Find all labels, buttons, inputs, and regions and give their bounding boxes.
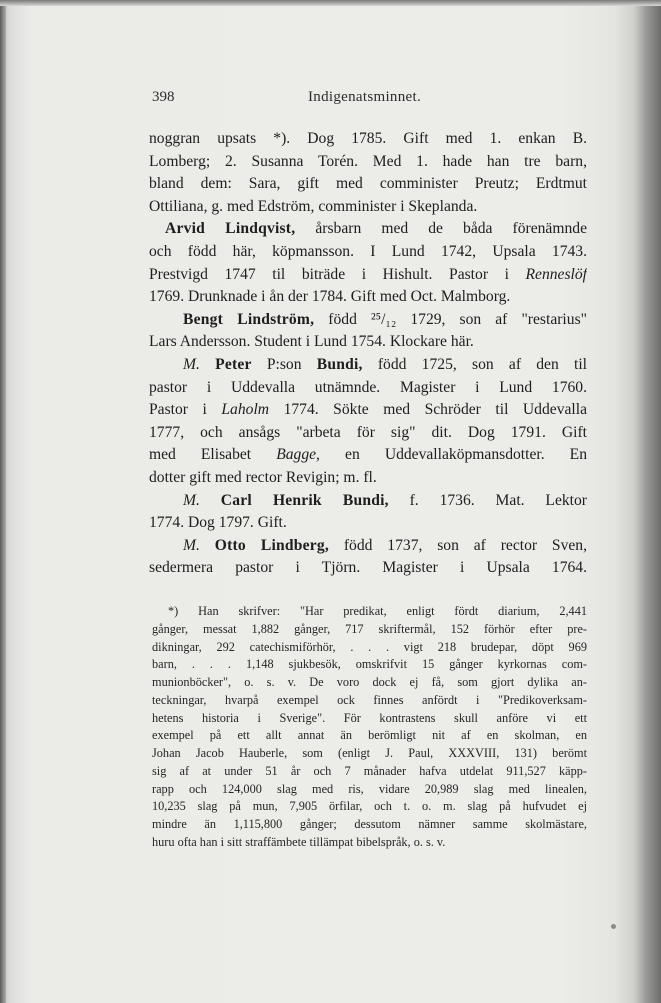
footnote-line: sig af at under 51 år och 7 månader hafva utdelat 911,527 käpp- [152,763,587,778]
page-number: 398 [152,89,175,105]
text-line: Lomberg; 2. Susanna Torén. Med 1. hade han tre barn, [149,152,587,170]
ink-spot [611,924,616,929]
footnote-line: gånger, messat 1,882 gånger, 717 skriftermål, 152 förhör efter pre- [152,621,587,636]
text-line: bland dem: Sara, gift med comminister Preutz; Erdtmut [149,175,587,193]
text-line: Lars Andersson. Student i Lund 1754. Klockare här. [149,333,474,351]
text-line: Ottiliana, g. med Edström, comminister i Skeplanda. [149,197,478,215]
page-header [152,89,582,113]
footnote-line: exempel på ett allt annat än berömligt nit af en skolman, en [152,728,587,743]
person-surname: Bundi, [316,355,363,373]
entry-otto-lindberg: M. Otto Lindberg, född 1737, son af rector Sven, [183,536,587,554]
text-line: pastor i Uddevalla utnämnde. Magister i Lund 1760. [149,378,587,396]
footnote-line: 10,235 slag på mun, 7,905 örfilar, och t. o. m. slag på hufvudet ej [152,799,587,814]
footnote-line: *) Han skrifver: "Har predikat, enligt fördt diarium, 2,441 [168,604,587,618]
footnote-line: Johan Jacob Hauberle, som (enligt J. Paul, XXXVIII, 131) berömt [152,746,587,760]
date-fraction: ²⁵/₁₂ [370,310,397,328]
text-line: 1769. Drunknade i ån der 1784. Gift med Oct. Malmborg. [149,288,511,306]
text-line: sedermera pastor i Tjörn. Magister i Upsala 1764. [149,559,587,577]
text-line: 1777, och ansågs "arbeta för sig" dit. Dog 1791. Gift [149,423,587,441]
footnote-line: hetens historia i Sverige". För kontrastens skull anföre vi ett [152,710,587,725]
footnote-line: munionböcker", o. s. v. De voro dock ej få, som gjort dylika an- [152,675,587,689]
person-name: Peter [215,355,252,373]
family-name: Bagge, [276,446,320,464]
entry-arvid-lindqvist: Arvid Lindqvist, årsbarn med de båda förenämnde [165,220,587,238]
person-name: Arvid Lindqvist, [165,220,296,238]
entry-bengt-lindstrom: Bengt Lindström, född ²⁵/₁₂ 1729, son af "restarius" [183,310,587,328]
footnote-line: teckningar, hvarpå exempel ock finnes anfördt i "Predikoverksam- [152,692,587,707]
place-name: Laholm [221,401,270,419]
text-line: noggran upsats *). Dog 1785. Gift med 1. enkan B. [149,130,587,147]
text-line: med Elisabet Bagge, en Uddevallaköpmansdotter. En [149,446,587,464]
person-name: Otto Lindberg, [214,536,330,554]
page-top-edge [0,0,661,6]
footnote-line: dikningar, 292 catechismiförhör, . . . vigt 218 brudepar, döpt 969 [152,639,587,654]
footnote-line: huru ofta han i sitt straffämbete tillämpat bibelspråk, o. s. v. [152,834,446,849]
entry-carl-henrik-bundi: M. Carl Henrik Bundi, f. 1736. Mat. Lektor [183,491,587,509]
footnote-line: mindre än 1,115,800 gånger; dessutom nämner samme skolmästare, [152,817,587,831]
book-spine-shadow [0,0,6,1003]
footnote-line: rapp och 124,000 slag med ris, vidare 20,989 slag med linealen, [152,781,587,796]
running-head: Indigenatsminnet. [308,89,421,105]
body-text [149,128,587,580]
footnote-line: barn, . . . 1,148 sjukbesök, omskrifvit 15 gånger kyrkornas com- [152,657,587,672]
text-line: 1774. Dog 1797. Gift. [149,514,287,532]
place-name: Renneslöf [525,265,587,283]
person-name: Carl Henrik Bundi, [220,491,389,509]
person-name: Bengt Lindström, [183,310,315,328]
text-line: dotter gift med rector Revigin; m. fl. [149,468,377,486]
text-line: och född här, köpmansson. I Lund 1742, Upsala 1743. [149,242,587,260]
title-abbrev: M. [183,491,200,509]
footnote [152,603,587,852]
title-abbrev: M. [183,355,200,373]
text-line: Pastor i Laholm 1774. Sökte med Schröder til Uddevalla [149,401,587,419]
text-line: Prestvigd 1747 til biträde i Hishult. Pastor i Renneslöf [149,265,587,283]
entry-peter-bundi: M. Peter P:son Bundi, född 1725, son af den til [183,355,587,373]
title-abbrev: M. [183,536,200,554]
